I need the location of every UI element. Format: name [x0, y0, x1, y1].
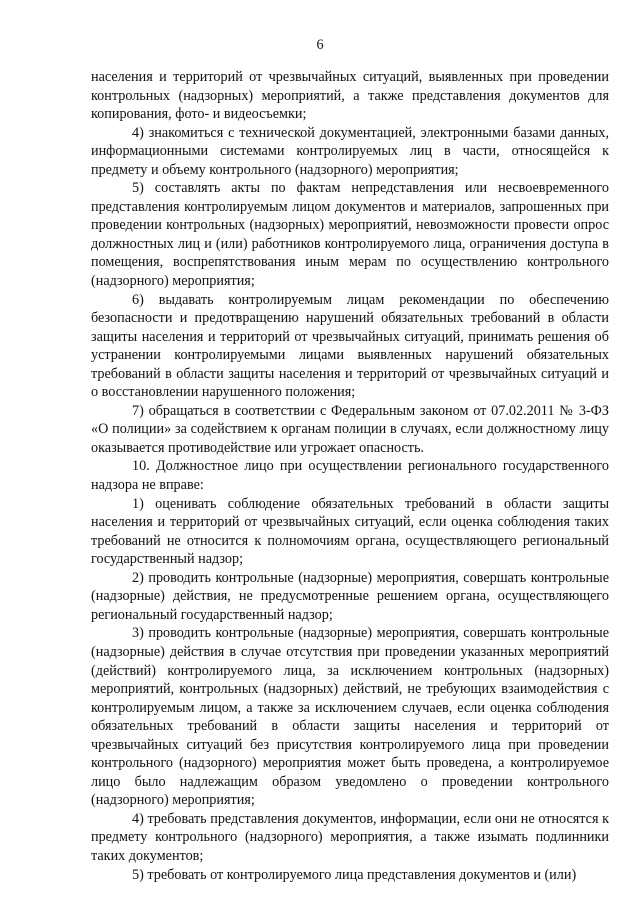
page-number: 6 [316, 37, 324, 53]
paragraph-item-5-acts: 5) составлять акты по фактам непредставления или несвоевременного представления контролируемым лицом документов и материалов, запрошенных при проведении контрольных (надзорных) мероприятий, невозможности провести опрос должностных лиц и (или) работников контролируемого лица, ограничения доступа в помещения, воспрепятствования иным мерам по осуществлению контрольного (надзорного) мероприятия; [91, 180, 609, 290]
paragraph-restriction-3: 3) проводить контрольные (надзорные) мероприятия, совершать контрольные (надзорные) действия в случае отсутствия при проведении указанных мероприятий (действий) контролируемого лица, за исключением контрольных (надзорных) мероприятий, контрольных (надзорных) действий, не требующих взаимодействия с контролируемым лицом, а также за исключением случаев, если оценка соблюдения обязательных требований в области защиты населения и территорий от чрезвычайных ситуаций без присутствия контролируемого лица при проведении контрольного (надзорного) мероприятия может быть проведена, а контролируемое лицо было надлежащим образом уведомлено о проведении контрольного (надзорного) мероприятия; [91, 625, 609, 809]
paragraph-restriction-1: 1) оценивать соблюдение обязательных требований в области защиты населения и территорий от чрезвычайных ситуаций, если оценка соблюдения таких требований не относится к полномочиям органа, осуществляющего региональный государственный надзор; [91, 495, 609, 568]
paragraph-restriction-4: 4) требовать представления документов, информации, если они не относятся к предмету контрольного (надзорного) мероприятия, а также изымать подлинники таких документов; [91, 810, 609, 864]
paragraph-item-4-documentation: 4) знакомиться с технической документацией, электронными базами данных, информационными системами контролируемых лиц в части, относящейся к предмету и объему контрольного (надзорного) мероприятия; [91, 124, 609, 178]
paragraph-restriction-2: 2) проводить контрольные (надзорные) мероприятия, совершать контрольные (надзорные) действия, не предусмотренные решением органа, осуществляющего региональный государственный надзор; [91, 569, 609, 623]
paragraph-continuation: населения и территорий от чрезвычайных ситуаций, выявленных при проведении контрольных (надзорных) мероприятий, а также представления документов для копирования, фото- и видеосъемки; [91, 69, 609, 123]
paragraph-restriction-5: 5) требовать от контролируемого лица представления документов и (или) [132, 866, 577, 883]
paragraph-item-7-police: 7) обращаться в соответствии с Федеральным законом от 07.02.2011 № 3-ФЗ «О полиции» за содействием к органам полиции в случаях, если должностному лицу оказывается противодействие или угрожает опасность. [91, 402, 609, 456]
paragraph-item-6-recommendations: 6) выдавать контролируемым лицам рекомендации по обеспечению безопасности и предотвращению нарушений обязательных требований в области защиты населения и территорий от чрезвычайных ситуаций, принимать решения об устранении контролируемыми лицами выявленных нарушений обязательных требований в области защиты населения и территорий от чрезвычайных ситуаций и о восстановлении нарушенного положения; [91, 291, 609, 401]
paragraph-section-10: 10. Должностное лицо при осуществлении регионального государственного надзора не вправе: [91, 458, 609, 494]
document-body [91, 68, 609, 884]
